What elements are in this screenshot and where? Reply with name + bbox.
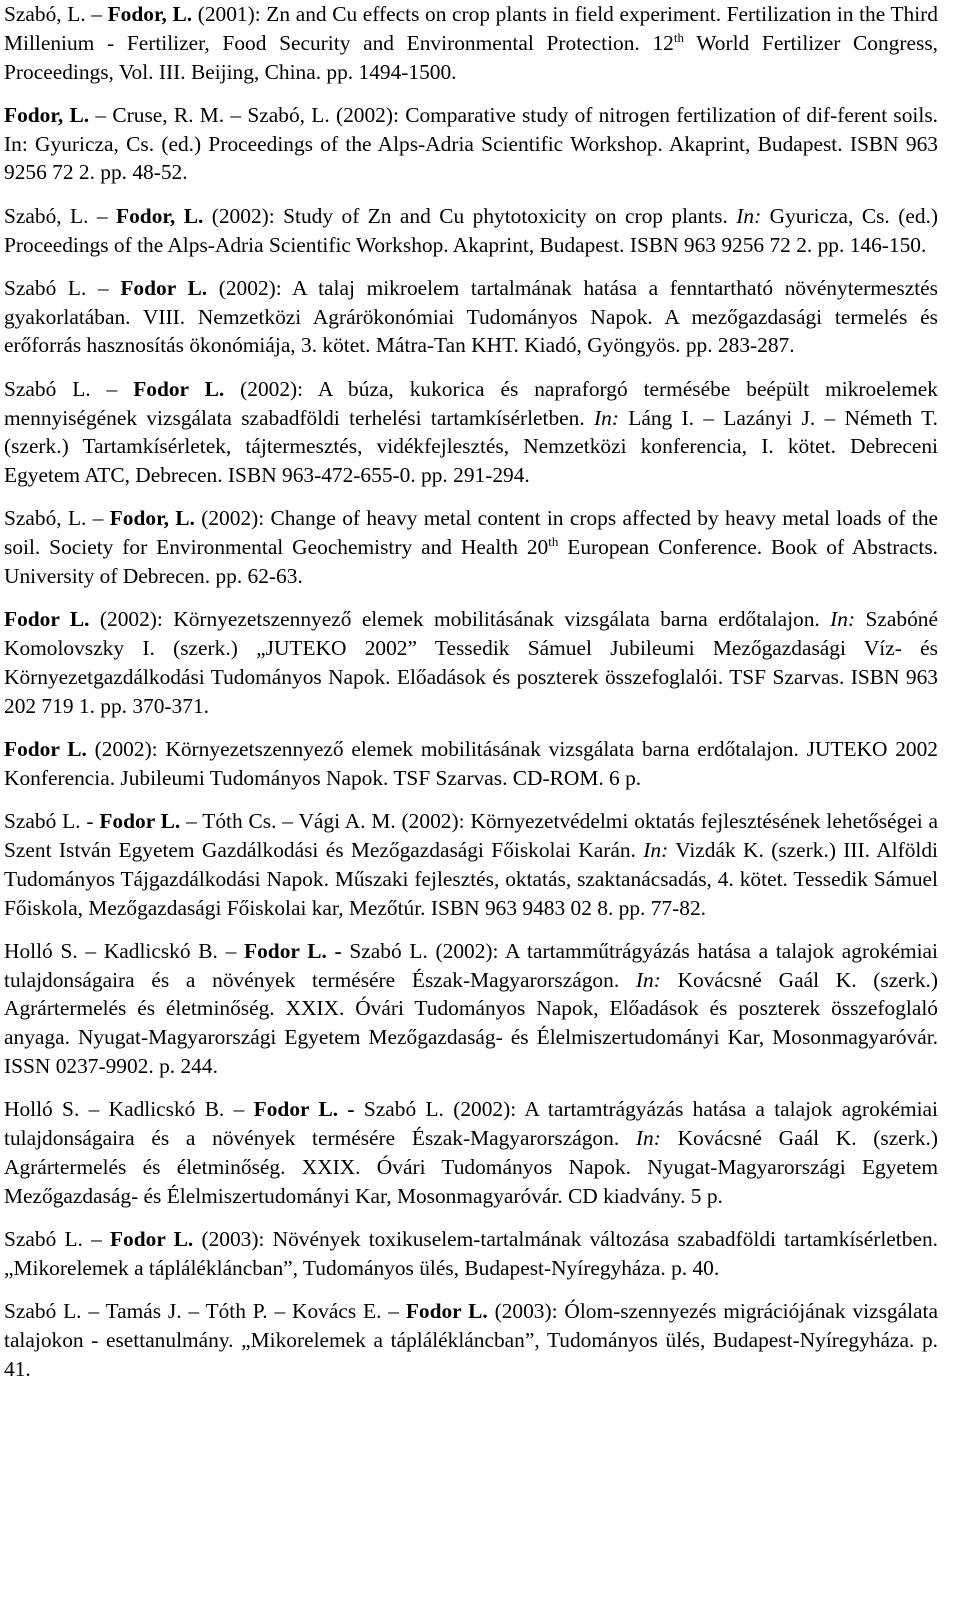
author-fodor-bold: Fodor L. — [4, 607, 90, 632]
author-fodor-bold: Fodor, L. — [107, 2, 193, 26]
reference-text: Szabó L. (2002): A tartamtrágyázás hatása a talajok agrokémiai tulajdonságaira és a növények termésére Észak-Magyarországon. — [4, 1097, 938, 1151]
in-marker: In: — [635, 967, 661, 992]
reference-entry — [4, 504, 938, 590]
reference-text: Szabó L. – — [4, 1226, 110, 1251]
reference-entry — [4, 202, 938, 260]
ordinal-suffix: th — [548, 534, 559, 550]
reference-text: Szabó L. – — [4, 275, 121, 300]
reference-text: (2002): A talaj mikroelem tartalmának hatása a fenntartható növénytermesztés gyakorlatában. VIII. Nemzetközi Agrárökonómiai Tudományos Napok. A mezőgazdasági termelés és erőforrás hasznosítás ökonómiája, 3. kötet. Mátra-Tan KHT. Kiadó, Gyöngyös. pp. 283-287. — [4, 275, 938, 358]
reference-text: (2003): Növények toxikuselem-tartalmának változása szabadföldi tartamkísérletben. „Mikorelemek a táplálékláncban”, Tudományos ülés, Budapest-Nyíregyháza. p. 40. — [4, 1226, 938, 1280]
reference-entry — [4, 605, 938, 720]
reference-entry — [4, 1297, 938, 1383]
reference-entry — [4, 274, 938, 360]
author-fodor-bold: Fodor L. — [405, 1299, 488, 1324]
author-fodor-bold: Fodor, L. — [109, 506, 195, 531]
in-marker: In: — [643, 837, 669, 862]
reference-text: – Tóth Cs. – Vági A. M. (2002): Környezetvédelmi oktatás fejlesztésének lehetőségei a Szent István Egyetem Gazdálkodási és Mezőgazdasági Főiskolai Karán. — [4, 809, 938, 862]
reference-entry — [4, 937, 938, 1081]
author-fodor-bold: Fodor L. - — [253, 1097, 355, 1122]
reference-text: (2002): Study of Zn and Cu phytotoxicity on crop plants. — [203, 203, 737, 228]
reference-text: Szabó, L. – — [4, 2, 108, 26]
author-fodor-bold: Fodor L. — [4, 737, 87, 762]
reference-entry — [4, 807, 938, 922]
author-fodor-bold: Fodor L. — [133, 376, 225, 401]
ordinal-suffix: th — [673, 29, 684, 45]
reference-text: World Fertilizer Congress, Proceedings, Vol. III. Beijing, China. pp. 1494-1500. — [4, 30, 938, 84]
reference-entry — [4, 1225, 938, 1283]
in-marker: In: — [736, 203, 762, 228]
reference-text: Kovácsné Gaál K. (szerk.) Agrártermelés és életminőség. XXIX. Óvári Tudományos Napok. Nyugat-Magyarországi Egyetem Mezőgazdaság- és Élelmiszertudományi Kar, Mosonmagyaróvár. CD kiadvány. 5 p. — [4, 1126, 938, 1208]
reference-list — [4, 0, 938, 1398]
reference-text: (2001): Zn and Cu effects on crop plants in field experiment. Fertilization in the Third Millenium - Fertilizer, Food Security and Environmental Protection. 12 — [4, 2, 938, 55]
reference-text: (2003): Ólom-szennyezés migrációjának vizsgálata talajokon - esettanulmány. „Mikorelemek a táplálékláncban”, Tudományos ülés, Budapest-Nyíregyháza. p. 41. — [4, 1299, 938, 1381]
reference-entry — [4, 101, 938, 187]
reference-text: Szabó L. – — [4, 376, 134, 401]
reference-text: European Conference. Book of Abstracts. University of Debrecen. pp. 62-63. — [4, 535, 938, 589]
reference-text: Láng I. – Lazányi J. – Németh T. (szerk.) Tartamkísérletek, tájtermesztés, vidékfejlesztés, Nemzetközi konferencia, I. kötet. Debreceni Egyetem ATC, Debrecen. ISBN 963-472-655-0. pp. 291-294. — [4, 405, 938, 488]
in-marker: In: — [594, 405, 619, 430]
reference-text: Szabó L. (2002): A tartamműtrágyázás hatása a talajok agrokémiai tulajdonságaira és a növények termésére Észak-Magyarországon. — [4, 938, 938, 992]
reference-entry — [4, 375, 938, 490]
reference-entry — [4, 735, 938, 793]
reference-text: – Cruse, R. M. – Szabó, L. (2002): Comparative study of nitrogen fertilization of dif-ferent soils. In: Gyuricza, Cs. (ed.) Proceedings of the Alps-Adria Scientific Workshop. Akaprint, Budapest. ISBN 963 9256 72 2. pp. 48-52. — [4, 102, 938, 185]
reference-text: Holló S. – Kadlicskó B. – — [4, 938, 245, 963]
reference-text: Kovácsné Gaál K. (szerk.) Agrártermelés és életminőség. XXIX. Óvári Tudományos Napok, Előadások és poszterek összefoglaló anyaga. Nyugat-Magyarországi Egyetem Mezőgazdaság- és Élelmiszertudományi Kar, Mosonmagyaróvár. ISSN 0237-9902. p. 244. — [4, 967, 938, 1078]
reference-text: Szabó, L. – — [4, 506, 110, 531]
reference-entry — [4, 1095, 938, 1210]
reference-text: (2002): Környezetszennyező elemek mobilitásának vizsgálata barna erdőtalajon. JUTEKO 2002 Konferencia. Jubileumi Tudományos Napok. TSF Szarvas. CD-ROM. 6 p. — [4, 737, 938, 790]
in-marker: In: — [635, 1126, 661, 1151]
in-marker: In: — [830, 607, 856, 632]
author-fodor-bold: Fodor L. - — [244, 938, 342, 963]
author-fodor-bold: Fodor L. — [99, 809, 181, 834]
reference-text: (2002): Környezetszennyező elemek mobilitásának vizsgálata barna erdőtalajon. — [89, 607, 831, 632]
author-fodor-bold: Fodor, L. — [4, 102, 90, 127]
reference-text: (2002): Change of heavy metal content in crops affected by heavy metal loads of the soil. Society for Environmental Geochemistry and Health 20 — [4, 506, 939, 560]
reference-text: Vizdák K. (szerk.) III. Alföldi Tudományos Tájgazdálkodási Napok. Műszaki fejlesztés, oktatás, szaktanácsadás, 4. kötet. Tessedik Sámuel Főiskola, Mezőgazdasági Főiskolai kar, Mezőtúr. ISBN 963 9483 02 8. pp. 77-82. — [4, 837, 938, 920]
reference-text: Szabó, L. – — [4, 203, 117, 228]
author-fodor-bold: Fodor L. — [109, 1226, 194, 1251]
reference-text: Gyuricza, Cs. (ed.) Proceedings of the Alps-Adria Scientific Workshop. Akaprint, Budapest. ISBN 963 9256 72 2. pp. 146-150. — [4, 203, 938, 257]
reference-text: (2002): A búza, kukorica és napraforgó termésébe beépült mikroelemek mennyiségének vizsgálata szabadföldi terhelési tartamkísérletben. — [4, 376, 938, 430]
reference-text: Szabóné Komolovszky I. (szerk.) „JUTEKO 2002” Tessedik Sámuel Jubileumi Mezőgazdasági Víz- és Környezetgazdálkodási Tudományos Napok. Előadások és poszterek összefoglalói. TSF Szarvas. ISBN 963 202 719 1. pp. 370-371. — [4, 607, 938, 718]
reference-text: Holló S. – Kadlicskó B. – — [4, 1097, 254, 1122]
reference-text: Szabó L. – Tamás J. – Tóth P. – Kovács E. – — [4, 1299, 406, 1324]
reference-entry — [4, 0, 938, 86]
author-fodor-bold: Fodor L. — [120, 275, 208, 300]
author-fodor-bold: Fodor, L. — [116, 203, 204, 228]
reference-text: Szabó L. - — [4, 809, 100, 834]
